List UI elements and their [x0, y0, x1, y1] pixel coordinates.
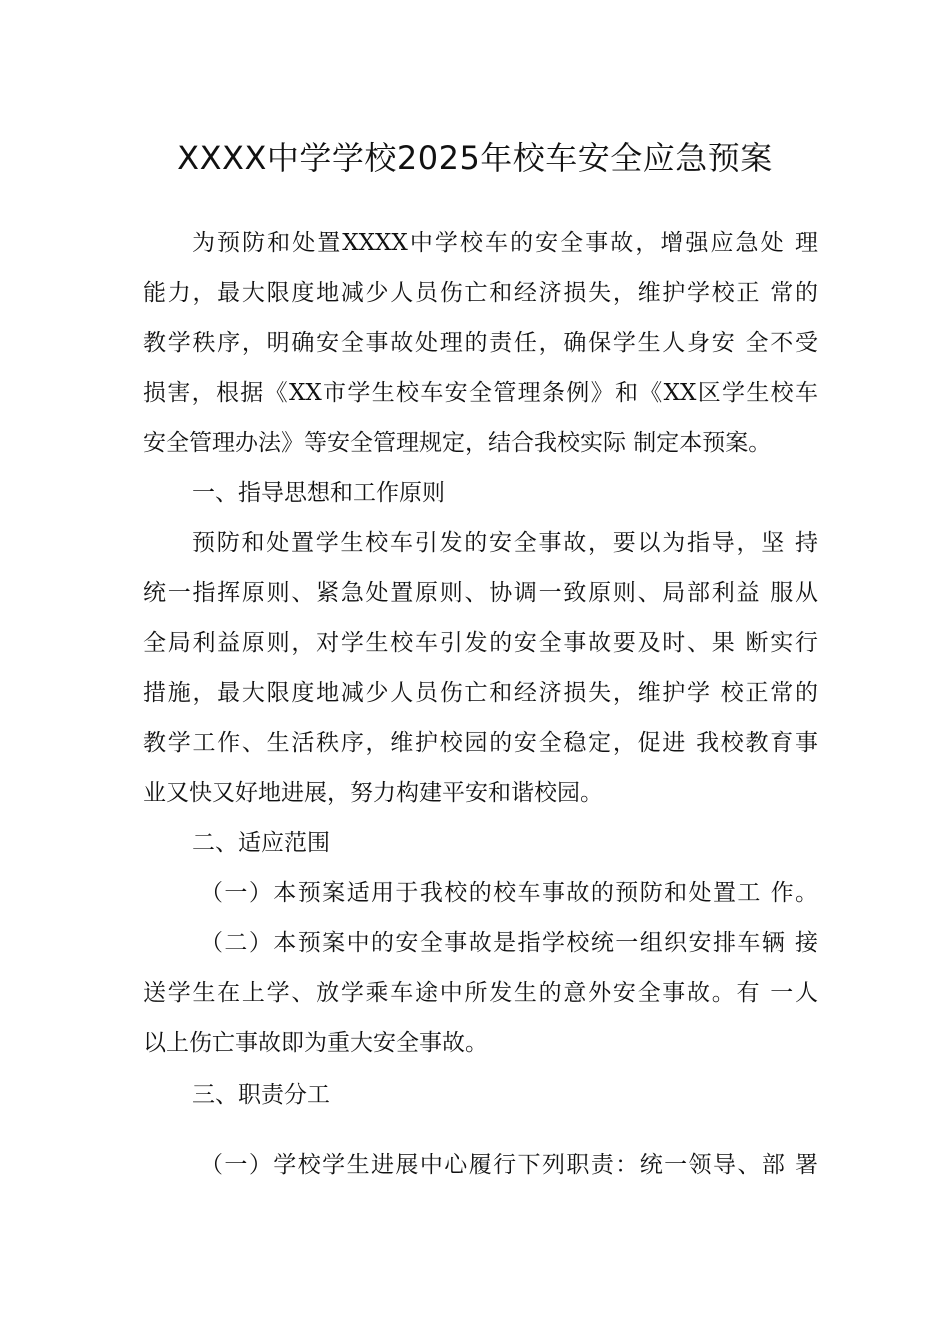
paragraph-line: 预防和处置学生校车引发的安全事故，要以为指导，坚 持 [192, 530, 818, 556]
paragraph-line: 教学秩序，明确安全事故处理的责任，确保学生人身安 全不受 [143, 330, 818, 356]
paragraph-line: 损害，根据《XX市学生校车安全管理条例》和《XX区学生校车 [143, 380, 818, 406]
list-item: （二）本预案中的安全事故是指学校统一组织安排车辆 接 [200, 930, 818, 956]
section-heading: 三、职责分工 [192, 1082, 330, 1108]
list-item: （一）本预案适用于我校的校车事故的预防和处置工 作。 [200, 880, 818, 906]
paragraph-line: 以上伤亡事故即为重大安全事故。 [143, 1030, 488, 1056]
paragraph-line: 安全管理办法》等安全管理规定，结合我校实际 制定本预案。 [143, 430, 772, 456]
paragraph-line: 全局利益原则，对学生校车引发的安全事故要及时、果 断实行 [143, 630, 818, 656]
paragraph-line: 统一指挥原则、紧急处置原则、协调一致原则、局部利益 服从 [143, 580, 818, 606]
paragraph-line: 送学生在上学、放学乘车途中所发生的意外安全事故。有 一人 [143, 980, 818, 1006]
paragraph-line: 能力，最大限度地减少人员伤亡和经济损失，维护学校正 常的 [143, 280, 818, 306]
section-heading: 一、指导思想和工作原则 [192, 480, 445, 506]
paragraph-line: 措施，最大限度地减少人员伤亡和经济损失，维护学 校正常的 [143, 680, 818, 706]
paragraph-line: 教学工作、生活秩序，维护校园的安全稳定，促进 我校教育事 [143, 730, 818, 756]
section-heading: 二、适应范围 [192, 830, 330, 856]
paragraph-line: 业又快又好地进展，努力构建平安和谐校园。 [143, 780, 603, 806]
list-item: （一）学校学生进展中心履行下列职责：统一领导、部 署 [200, 1152, 818, 1178]
paragraph-line: 为预防和处置XXXX中学校车的安全事故，增强应急处 理 [192, 230, 818, 256]
document-title: XXXX中学学校2025年校车安全应急预案 [177, 139, 773, 177]
